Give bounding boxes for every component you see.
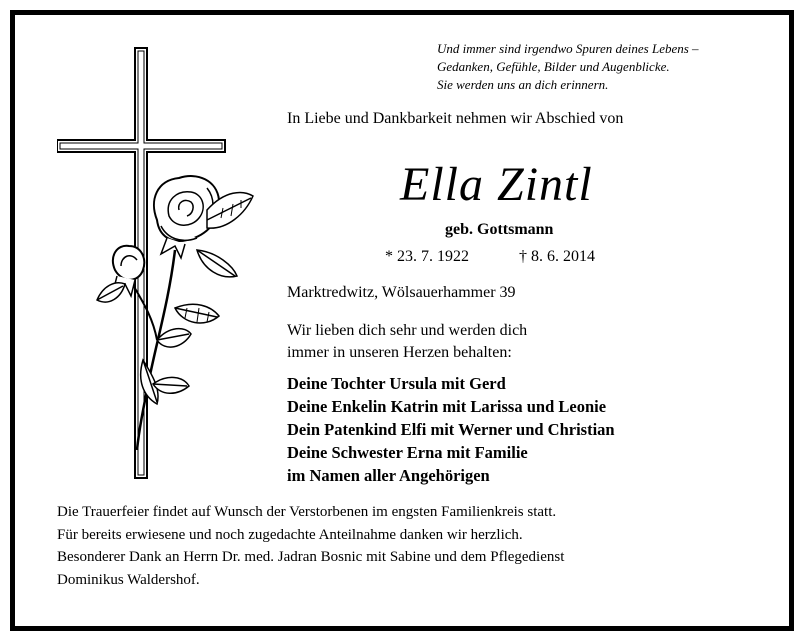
- family-member: Deine Schwester Erna mit Familie: [287, 443, 528, 462]
- poem-line: Gedanken, Gefühle, Bilder und Augenblicke.: [437, 59, 670, 74]
- maiden-name: geb. Gottsmann: [445, 221, 554, 238]
- note-line: Die Trauerfeier findet auf Wunsch der Verstorbenen im engsten Familienkreis statt.: [57, 504, 557, 520]
- memorial-poem: [437, 40, 699, 94]
- love-message: [287, 320, 527, 364]
- address: Marktredwitz, Wölsauerhammer 39: [287, 284, 516, 301]
- death-date: † 8. 6. 2014: [519, 248, 595, 265]
- family-member: Deine Tochter Ursula mit Gerd: [287, 374, 506, 393]
- family-member: Dein Patenkind Elfi mit Werner und Christian: [287, 420, 615, 439]
- family-member: im Namen aller Angehörigen: [287, 466, 490, 485]
- life-dates: [385, 248, 595, 266]
- cross-icon: [57, 40, 277, 490]
- birth-date: * 23. 7. 1922: [385, 248, 469, 265]
- family-list: [287, 372, 615, 487]
- poem-line: Und immer sind irgendwo Spuren deines Lebens –: [437, 41, 699, 56]
- love-line: Wir lieben dich sehr und werden dich: [287, 322, 528, 339]
- rose-icon: [97, 176, 253, 450]
- cross-and-rose-illustration: [57, 40, 277, 490]
- closing-notes: [57, 501, 564, 591]
- note-line: Besonderer Dank an Herrn Dr. med. Jadran Bosnic mit Sabine und dem Pflegedienst: [57, 549, 565, 565]
- obituary-frame: [10, 10, 794, 631]
- note-line: Für bereits erwiesene und noch zugedachte Anteilnahme danken wir herzlich.: [57, 526, 523, 543]
- poem-line: Sie werden uns an dich erinnern.: [437, 77, 609, 92]
- deceased-name: Ella Zintl: [400, 158, 593, 211]
- family-member: Deine Enkelin Katrin mit Larissa und Leonie: [287, 397, 607, 416]
- intro-text: In Liebe und Dankbarkeit nehmen wir Abschied von: [287, 110, 624, 127]
- note-line: Dominikus Waldershof.: [57, 571, 200, 588]
- love-line: immer in unseren Herzen behalten:: [287, 344, 512, 361]
